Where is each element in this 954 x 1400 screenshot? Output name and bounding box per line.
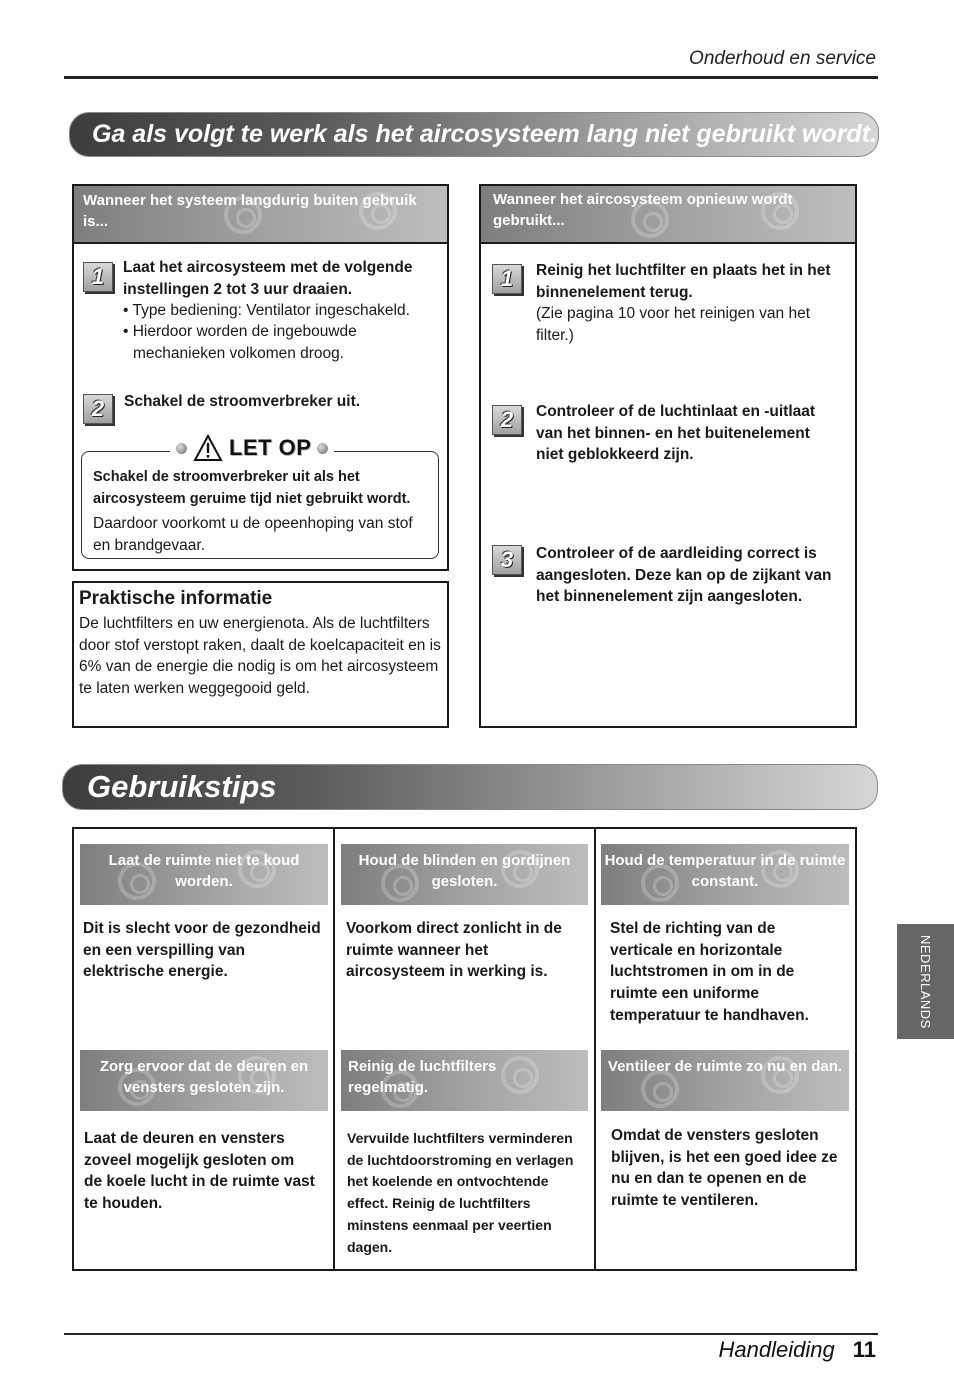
footer-label: Handleiding — [718, 1337, 835, 1362]
dot-icon — [317, 443, 328, 454]
section-banner-long-term — [69, 112, 879, 157]
panel-header: Wanneer het aircosysteem opnieuw wordt gebruikt... — [481, 186, 855, 242]
right-step-1-title: Reinig het luchtfilter en plaats het in het binnenelement terug. — [536, 262, 831, 301]
footer-rule — [64, 1333, 878, 1335]
tip-3-header: Houd de temperatuur in de ruimte constant. — [601, 844, 849, 905]
tip-6-header: Ventileer de ruimte zo nu en dan. — [601, 1050, 849, 1111]
panel-header: Wanneer het systeem langdurig buiten gebruik is... — [74, 186, 447, 242]
info-title: Praktische informatie — [79, 588, 273, 609]
caution-title: LET OP — [229, 435, 312, 460]
caution-text: Daardoor voorkomt u de opeenhoping van stof en brandgevaar. — [93, 515, 413, 554]
left-step-1-title: Laat het aircosysteem met de volgende instellingen 2 tot 3 uur draaien. — [123, 259, 413, 298]
header-rule — [64, 76, 878, 79]
tip-2-body: Voorkom direct zonlicht in de ruimte wanneer het aircosysteem in werking is. — [346, 920, 562, 981]
left-step-1-bullet-1: • Type bediening: Ventilator ingeschakeld. — [123, 302, 410, 319]
section-title: Ga als volgt te werk als het aircosysteem lang niet gebruikt wordt. — [92, 120, 877, 148]
left-step-2-title: Schakel de stroomverbreker uit. — [124, 393, 361, 410]
tip-5-body: Vervuilde luchtfilters verminderen de luchtdoorstroming en verlagen het koelende en ontvochtende effect. Reinig de luchtfilters minstens eenmaal per veertien dagen. — [347, 1130, 574, 1255]
tip-2-header: Houd de blinden en gordijnen gesloten. — [341, 844, 588, 905]
tip-4-body: Laat de deuren en vensters zoveel mogelijk gesloten om de koele lucht in de ruimte vast te houden. — [84, 1130, 315, 1213]
left-step-1-bullet-2: • Hierdoor worden de ingebouwde mechanieken volkomen droog. — [123, 323, 357, 362]
language-tab — [897, 924, 954, 1039]
footer — [719, 1337, 876, 1363]
step-2-badge: 2 — [492, 405, 522, 435]
tip-3-body: Stel de richting van de verticale en horizontale luchtstromen in om in de ruimte een uniforme temperatuur te handhaven. — [610, 920, 809, 1024]
page-number: 11 — [852, 1337, 876, 1362]
step-1-badge: 1 — [492, 264, 522, 294]
right-step-3-title: Controleer of de aardleiding correct is aangesloten. Deze kan op de zijkant van het binnenelement zijn aangesloten. — [536, 545, 832, 605]
tip-4-header: Zorg ervoor dat de deuren en vensters gesloten zijn. — [80, 1050, 328, 1111]
step-2-badge: 2 — [83, 394, 113, 424]
info-text: De luchtfilters en uw energienota. Als de luchtfilters door stof verstopt raken, daalt de koelcapaciteit en is 6% van de energie die nodig is om het aircosysteem te laten werken weggegooid geld. — [79, 615, 441, 698]
caution-bold-text: Schakel de stroomverbreker uit als het aircosysteem geruime tijd niet gebruikt wordt. — [93, 469, 411, 507]
warning-triangle-icon — [193, 434, 223, 462]
section-banner-tips — [62, 764, 878, 810]
step-1-badge: 1 — [83, 262, 113, 292]
language-tab-label: NEDERLANDS — [918, 934, 933, 1029]
tip-5-header: Reinig de luchtfilters regelmatig. — [341, 1050, 588, 1111]
dot-icon — [176, 443, 187, 454]
running-header: Onderhoud en service — [689, 48, 876, 69]
tip-6-body: Omdat de vensters gesloten blijven, is het een goed idee ze nu en dan te openen en de ruimte te ventileren. — [611, 1127, 838, 1210]
caution-label — [170, 432, 334, 464]
tip-1-header: Laat de ruimte niet te koud worden. — [80, 844, 328, 905]
section-title: Gebruikstips — [87, 769, 277, 804]
tip-1-body: Dit is slecht voor de gezondheid en een verspilling van elektrische energie. — [83, 920, 321, 981]
step-3-badge: 3 — [492, 545, 522, 575]
right-step-2-title: Controleer of de luchtinlaat en -uitlaat van het binnen- en het buitenelement niet geblokkeerd zijn. — [536, 403, 816, 463]
right-step-1-note: (Zie pagina 10 voor het reinigen van het filter.) — [536, 305, 811, 344]
